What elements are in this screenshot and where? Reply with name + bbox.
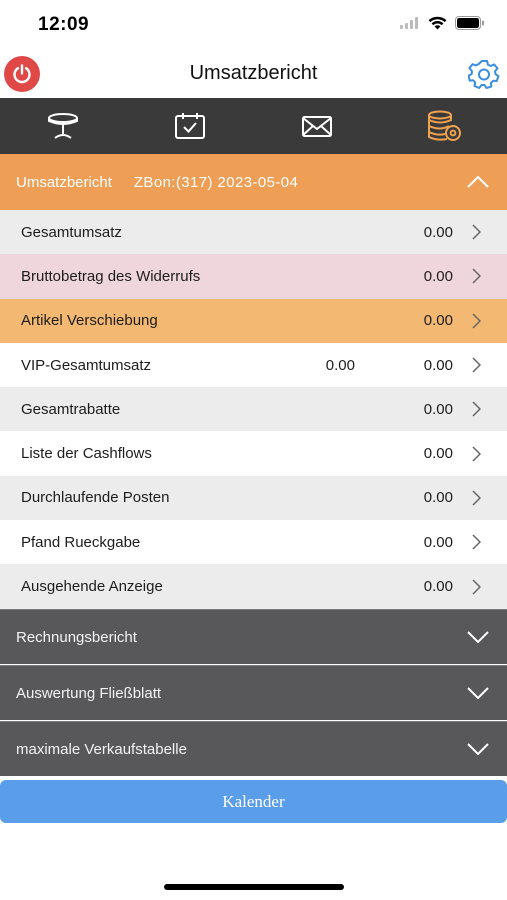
chevron-right-icon xyxy=(472,313,481,329)
calendar-button[interactable]: Kalender xyxy=(0,780,507,823)
chevron-right-icon xyxy=(472,224,481,240)
row-value: 0.00 xyxy=(423,312,453,330)
tab-calendar[interactable] xyxy=(127,98,254,154)
row-bruttobetrag-widerruf[interactable] xyxy=(0,254,507,298)
row-label: Bruttobetrag des Widerrufs xyxy=(21,267,201,285)
report-section-header[interactable] xyxy=(0,154,507,210)
row-ausgehende-anzeige[interactable] xyxy=(0,564,507,608)
mail-icon xyxy=(300,113,334,139)
row-label: VIP-Gesamtumsatz xyxy=(21,356,152,374)
table-icon xyxy=(46,112,80,140)
row-label: Ausgehende Anzeige xyxy=(21,578,163,596)
row-value: 0.00 xyxy=(423,267,453,285)
status-icons xyxy=(400,16,485,30)
row-value: 0.00 xyxy=(423,356,453,374)
chevron-right-icon xyxy=(472,401,481,417)
tab-mail[interactable] xyxy=(254,98,381,154)
row-value: 0.00 xyxy=(423,445,453,463)
tab-bar xyxy=(0,98,507,154)
row-artikel-verschiebung[interactable] xyxy=(0,299,507,343)
row-value: 0.00 xyxy=(423,489,453,507)
tab-table[interactable] xyxy=(0,98,127,154)
chevron-down-icon xyxy=(467,631,489,643)
row-pfand-rueckgabe[interactable] xyxy=(0,520,507,564)
tab-revenue[interactable] xyxy=(380,98,507,154)
row-label: Durchlaufende Posten xyxy=(21,489,170,507)
section-title: Auswertung Fließblatt xyxy=(16,684,162,702)
section-maximale-verkaufstabelle[interactable] xyxy=(0,721,507,776)
chevron-right-icon xyxy=(472,579,481,595)
row-value: 0.00 xyxy=(423,223,453,241)
chevron-right-icon xyxy=(472,357,481,373)
status-bar xyxy=(0,0,507,50)
coins-icon xyxy=(425,110,463,142)
report-section-title: Umsatzbericht xyxy=(16,173,112,191)
page-title: Umsatzbericht xyxy=(189,62,318,84)
row-secondary-value: 0.00 xyxy=(325,356,355,374)
row-value: 0.00 xyxy=(423,533,453,551)
settings-button[interactable] xyxy=(467,57,501,91)
row-gesamtrabatte[interactable] xyxy=(0,387,507,431)
chevron-right-icon xyxy=(472,534,481,550)
status-time: 12:09 xyxy=(38,14,90,35)
report-rows xyxy=(0,210,507,609)
chevron-right-icon xyxy=(472,446,481,462)
chevron-down-icon xyxy=(467,687,489,699)
section-title: Rechnungsbericht xyxy=(16,628,137,646)
section-auswertung-fliessblatt[interactable] xyxy=(0,665,507,720)
row-label: Gesamtumsatz xyxy=(21,223,122,241)
wifi-icon xyxy=(428,16,447,30)
row-label: Artikel Verschiebung xyxy=(21,312,158,330)
row-vip-gesamtumsatz[interactable] xyxy=(0,343,507,387)
cellular-signal-icon xyxy=(400,17,420,29)
gear-icon xyxy=(468,58,500,90)
row-label: Gesamtrabatte xyxy=(21,400,121,418)
row-gesamtumsatz[interactable] xyxy=(0,210,507,254)
chevron-up-icon xyxy=(467,176,489,188)
navigation-bar xyxy=(0,50,507,98)
calendar-check-icon xyxy=(173,111,207,141)
row-durchlaufende-posten[interactable] xyxy=(0,476,507,520)
battery-icon xyxy=(455,16,485,30)
row-label: Liste der Cashflows xyxy=(21,445,152,463)
row-value: 0.00 xyxy=(423,578,453,596)
row-label: Pfand Rueckgabe xyxy=(21,533,141,551)
row-value: 0.00 xyxy=(423,400,453,418)
chevron-right-icon xyxy=(472,490,481,506)
report-zbon-info: ZBon:(317) 2023-05-04 xyxy=(133,173,299,191)
section-rechnungsbericht[interactable] xyxy=(0,609,507,664)
chevron-right-icon xyxy=(472,268,481,284)
section-title: maximale Verkaufstabelle xyxy=(16,740,187,758)
home-indicator xyxy=(164,884,344,890)
row-liste-cashflows[interactable] xyxy=(0,431,507,475)
chevron-down-icon xyxy=(467,743,489,755)
